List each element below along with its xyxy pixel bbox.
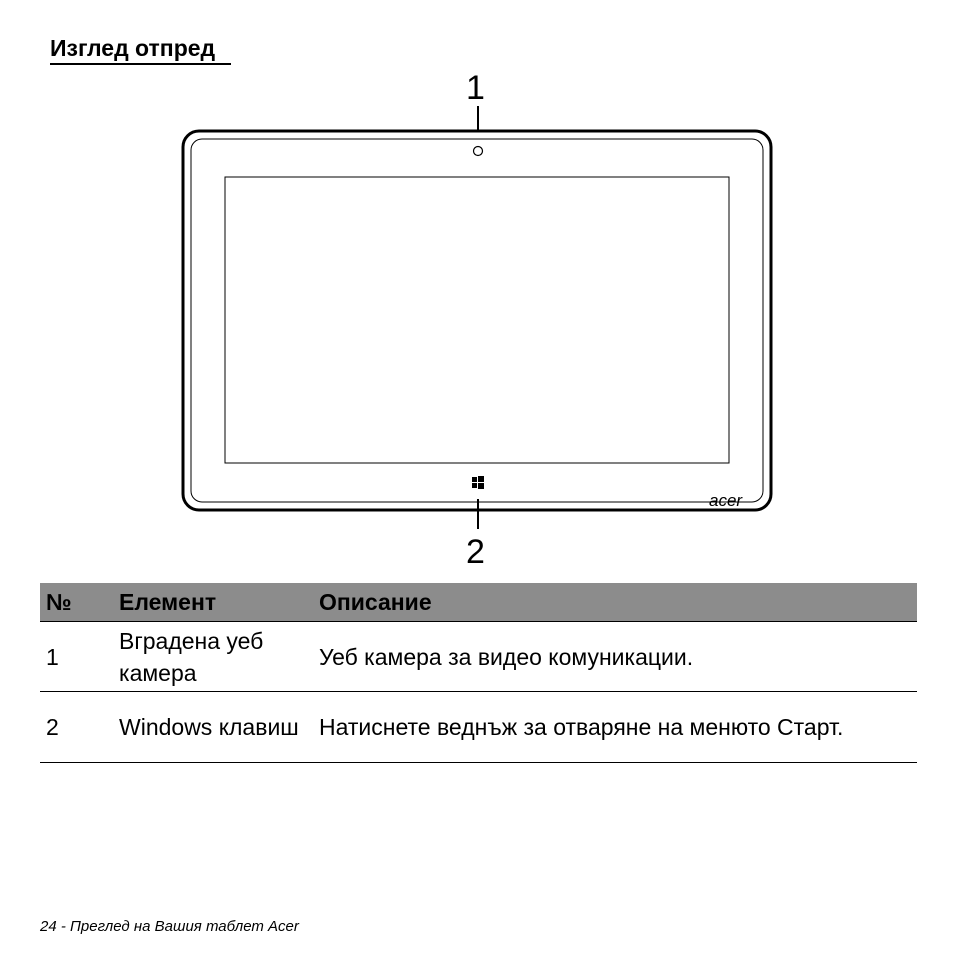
row-description: Натиснете веднъж за отваряне на менюто Старт. xyxy=(313,692,917,763)
component-table xyxy=(40,583,917,763)
row-number: 2 xyxy=(40,692,113,763)
callout-2: 2 xyxy=(466,533,485,571)
header-number: № xyxy=(40,583,113,622)
row-element: Вградена уеб камера xyxy=(113,622,313,692)
section-heading: Изглед отпред xyxy=(50,33,231,65)
callout-1: 1 xyxy=(466,69,485,107)
row-number: 1 xyxy=(40,622,113,692)
webcam-icon xyxy=(474,147,483,156)
table-header-row xyxy=(40,583,917,622)
header-element: Елемент xyxy=(113,583,313,622)
acer-logo: acer xyxy=(709,491,743,510)
header-description: Описание xyxy=(313,583,917,622)
page-footer: 24 - Преглед на Вашия таблет Acer xyxy=(40,918,299,935)
row-element: Windows клавиш xyxy=(113,692,313,763)
row-description: Уеб камера за видео комуникации. xyxy=(313,622,917,692)
table-row xyxy=(40,622,917,692)
table-row xyxy=(40,692,917,763)
tablet-screen xyxy=(225,177,729,463)
